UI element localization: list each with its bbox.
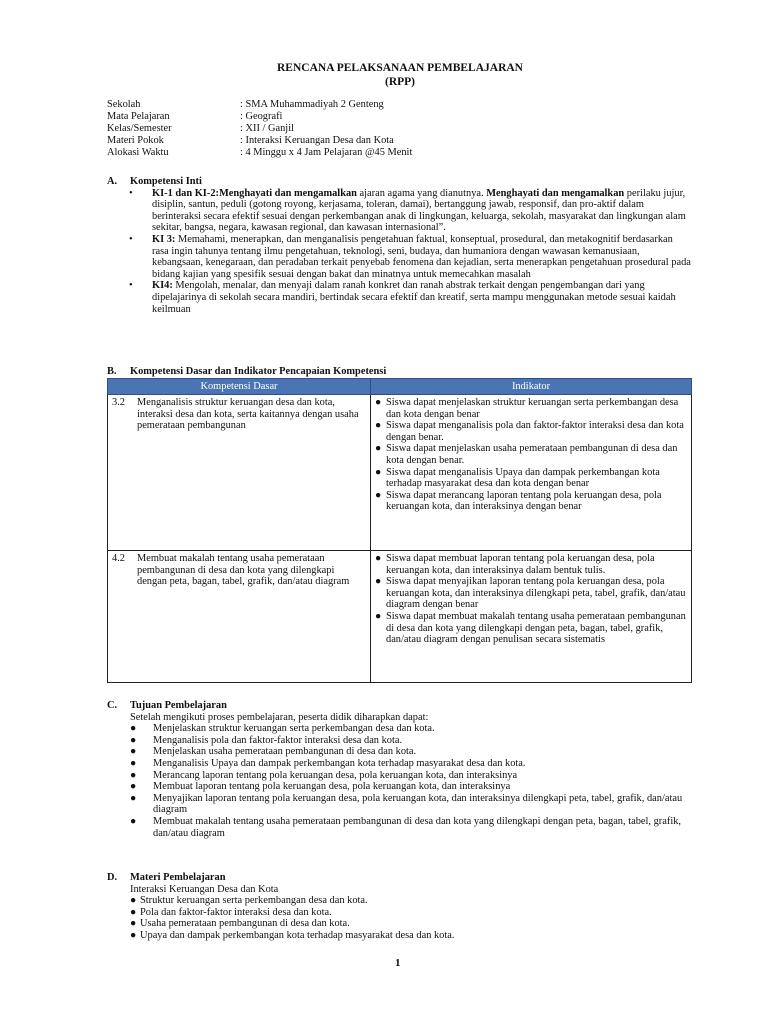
bullet-icon: ●: [375, 576, 382, 588]
bullet-icon: ●: [375, 397, 382, 408]
bullet-icon: ●: [130, 723, 137, 735]
column-header-indicator: Indikator: [371, 379, 692, 395]
table-row: [108, 395, 692, 551]
page-number: 1: [395, 957, 401, 969]
list-item: ● Siswa dapat menyajikan laporan tentang pola keruangan desa, pola keruangan kota, dan interaksinya dilengkapi peta, tabel, grafik, dan/atau diagram dengan benar: [375, 576, 686, 611]
identity-label: Sekolah: [107, 99, 141, 110]
section-heading: C. Tujuan Pembelajaran: [107, 700, 227, 711]
identity-value: : Geografi: [240, 111, 283, 122]
bullet-icon: •: [129, 233, 133, 245]
list-item: ● Siswa dapat menjelaskan struktur keruangan serta perkembangan desa dan kota dengan benar: [375, 397, 679, 420]
indicator-cell: [371, 395, 692, 551]
bullet-icon: ●: [130, 757, 137, 769]
section-d-intro: Interaksi Keruangan Desa dan Kota: [130, 883, 279, 895]
table-row: [108, 551, 692, 683]
bullet-icon: ●: [130, 906, 137, 918]
list-item: ● Usaha pemerataan pembangunan di desa dan kota.: [130, 918, 350, 930]
list-item: ● Siswa dapat menganalisis pola dan faktor-faktor interaksi desa dan kota dengan benar.: [375, 420, 684, 443]
kd-cell: 4.2 Membuat makalah tentang usaha pemerataan pembangunan di desa dan kota yang dilengkapi dengan peta, bagan, tabel, grafik, dan/atau diagram: [108, 551, 371, 683]
bullet-icon: ●: [375, 489, 382, 501]
list-item: ● Pola dan faktor-faktor interaksi desa dan kota.: [130, 906, 332, 918]
document-title: [0, 61, 768, 89]
section-heading: B. Kompetensi Dasar dan Indikator Pencapaian Kompetensi: [107, 366, 387, 377]
list-item: ● Siswa dapat membuat laporan tentang pola keruangan desa, pola keruangan kota, dan interaksinya dalam bentuk tulis.: [375, 553, 655, 576]
list-item: ● Siswa dapat membuat makalah tentang usaha pemerataan pembangunan di desa dan kota yang dilengkapi dengan peta, bagan, tabel, grafik, dan/atau diagram dengan penulisan secara sistematis: [375, 610, 686, 646]
kd-cell: 3.2 Menganalisis struktur keruangan desa dan kota, interaksi desa dan kota, serta kaitannya dengan usaha pemerataan pembangunan: [108, 395, 371, 551]
identity-label: Mata Pelajaran: [107, 111, 170, 122]
bullet-icon: ●: [130, 929, 137, 941]
list-item: ● Membuat makalah tentang usaha pemerataan pembangunan di desa dan kota yang dilengkapi dengan peta, bagan, tabel, grafik, dan/atau diagram: [130, 815, 681, 839]
bullet-icon: ●: [130, 781, 137, 793]
identity-value: : XII / Ganjil: [240, 123, 294, 134]
bullet-icon: ●: [130, 792, 137, 804]
list-item: ● Menjelaskan struktur keruangan serta perkembangan desa dan kota.: [130, 723, 435, 735]
list-item: ● Menganalisis Upaya dan dampak perkembangan kota terhadap masyarakat desa dan kota.: [130, 757, 526, 769]
bullet-icon: ●: [375, 553, 382, 564]
ki-1-2-item: • KI-1 dan KI-2:Menghayati dan mengamalkan ajaran agama yang dianutnya. Menghayati dan mengamalkan perilaku jujur, disiplin, santun, peduli (gotong royong, kerjasama, toleran, damai), bertanggung jawab, responsif, dan pro-aktif dalam berinteraksi secara efektif sesuai dengan perkembangan anak di lingkungan, keluarga, sekolah, masyarakat dan lingkungan alam sekitar, bangsa, negara, kawasan regional, dan kawasan internasional”.: [129, 187, 686, 234]
ki-3-item: • KI 3: Memahami, menerapkan, dan menganalisis pengetahuan faktual, konseptual, prosedural, dan metakognitif berdasarkan rasa ingin tahunya tentang ilmu pengetahuan, teknologi, seni, budaya, dan humaniora dengan wawasan kemanusiaan, kebangsaan, kenegaraan, dan peradaban terkait penyebab fenomena dan kejadian, serta menerapkan pengetahuan prosedural pada bidang kajian yang spesifik sesuai dengan bakat dan minatnya untuk memecahkan masalah: [129, 233, 691, 280]
bullet-icon: •: [129, 187, 133, 199]
bullet-icon: ●: [130, 769, 137, 781]
identity-label: Alokasi Waktu: [107, 147, 169, 158]
ki-4-item: • KI4: Mengolah, menalar, dan menyaji dalam ranah konkret dan ranah abstrak terkait dengan pengembangan dari yang dipelajarinya di sekolah secara mandiri, bertindak secara efektif dan kreatif, serta mampu menggunakan metode sesuai kaidah keilmuan: [129, 280, 676, 315]
identity-row: [107, 123, 412, 135]
section-d: [107, 872, 692, 942]
competency-table: [107, 378, 692, 683]
objectives-list: [107, 723, 692, 839]
table-header-row: [108, 379, 692, 395]
bullet-icon: ●: [375, 466, 382, 478]
title-line-2: (RPP): [384, 76, 415, 88]
bullet-icon: ●: [130, 746, 137, 758]
identity-row: [107, 147, 412, 159]
section-a: [107, 176, 692, 315]
bullet-icon: ●: [130, 895, 137, 907]
bullet-icon: •: [129, 280, 133, 292]
section-heading: A. Kompetensi Inti: [107, 176, 202, 187]
list-item: ● Menganalisis pola dan faktor-faktor interaksi desa dan kota.: [130, 734, 403, 746]
list-item: ● Siswa dapat menganalisis Upaya dan dampak perkembangan kota terhadap masyarakat desa dan kota dengan benar: [375, 466, 660, 490]
bullet-icon: ●: [130, 734, 137, 746]
list-item: ● Menyajikan laporan tentang pola keruangan desa, pola keruangan kota, dan interaksinya dilengkapi peta, tabel, grafik, dan/atau diagram: [130, 792, 683, 816]
list-item: ● Menjelaskan usaha pemerataan pembangunan di desa dan kota.: [130, 746, 417, 758]
identity-block: [107, 99, 412, 159]
identity-label: Kelas/Semester: [107, 123, 172, 134]
materials-list: [107, 895, 692, 941]
list-item: ● Merancang laporan tentang pola keruangan desa, pola keruangan kota, dan interaksinya: [130, 769, 518, 781]
section-c-intro: Setelah mengikuti proses pembelajaran, peserta didik diharapkan dapat:: [130, 711, 429, 723]
title-line-1: RENCANA PELAKSANAAN PEMBELAJARAN: [277, 62, 523, 74]
identity-value: : SMA Muhammadiyah 2 Genteng: [240, 99, 384, 110]
indicator-cell: [371, 551, 692, 683]
list-item: ● Siswa dapat menjelaskan usaha pemerataan pembangunan di desa dan kota dengan benar.: [375, 443, 678, 466]
list-item: ● Struktur keruangan serta perkembangan desa dan kota.: [130, 895, 368, 907]
section-b: [107, 366, 692, 378]
list-item: ● Siswa dapat merancang laporan tentang pola keruangan desa, pola keruangan kota, dan interaksinya dengan benar: [375, 489, 662, 513]
section-c: [107, 700, 692, 839]
identity-value: : Interaksi Keruangan Desa dan Kota: [240, 135, 394, 146]
identity-value: : 4 Minggu x 4 Jam Pelajaran @45 Menit: [240, 147, 413, 158]
list-item: ● Upaya dan dampak perkembangan kota terhadap masyarakat desa dan kota.: [130, 929, 455, 941]
identity-row: [107, 135, 412, 147]
column-header-kd: Kompetensi Dasar: [108, 379, 371, 395]
identity-row: [107, 99, 412, 111]
section-heading: D. Materi Pembelajaran: [107, 872, 226, 883]
bullet-icon: ●: [130, 815, 137, 827]
list-item: ● Membuat laporan tentang pola keruangan desa, pola keruangan kota, dan interaksinya: [130, 781, 511, 793]
bullet-icon: ●: [375, 610, 382, 622]
identity-label: Materi Pokok: [107, 135, 164, 146]
bullet-icon: ●: [375, 420, 382, 432]
identity-row: [107, 111, 412, 123]
bullet-icon: ●: [130, 918, 137, 930]
bullet-icon: ●: [375, 443, 382, 455]
